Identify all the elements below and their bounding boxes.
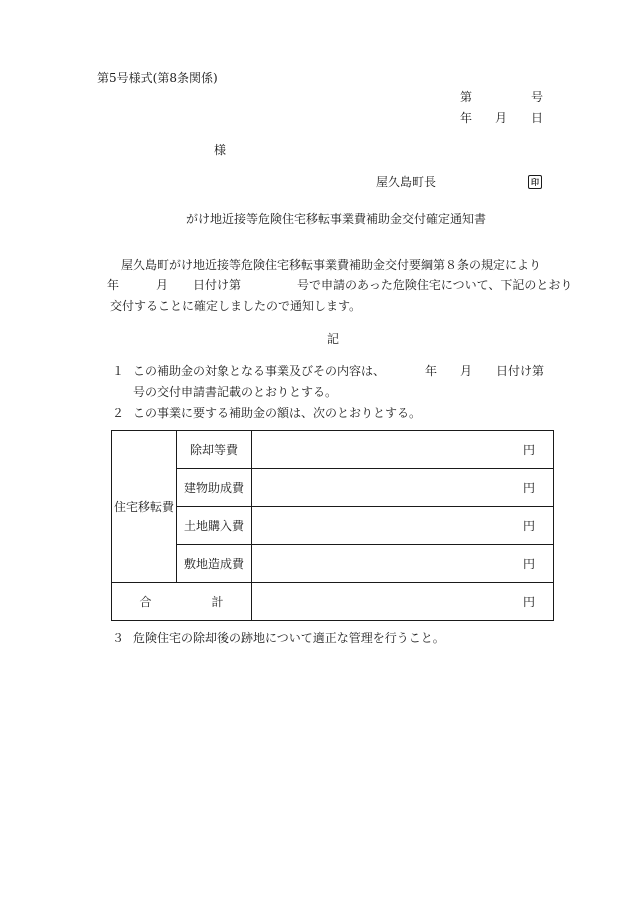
table-row <box>112 507 554 545</box>
form-number: 第5号様式(第8条関係) <box>97 71 218 85</box>
table-row <box>112 431 554 469</box>
item-2-text: この事業に要する補助金の額は、次のとおりとする。 <box>133 406 422 420</box>
body-line-1: 屋久島町がけ地近接等危険住宅移転事業費補助金交付要綱第８条の規定により <box>121 258 542 272</box>
item-1-year: 年 <box>425 364 438 378</box>
body-line-2-month: 月 <box>156 278 169 292</box>
item-1-text-line2: 号の交付申請書記載のとおりとする。 <box>133 385 338 399</box>
item-2-number: ２ <box>112 406 125 420</box>
row-label: 建物助成費 <box>177 469 252 507</box>
seal-mark <box>528 175 542 189</box>
body-line-3: 交付することに確定しましたので通知します。 <box>110 299 362 313</box>
doc-number-go: 号 <box>531 90 544 104</box>
table-row <box>112 469 554 507</box>
row-label: 敷地造成費 <box>177 545 252 583</box>
category-cell: 住宅移転費 <box>112 431 177 583</box>
item-1-month: 月 <box>460 364 473 378</box>
body-line-2-date-no: 日付け第 <box>193 278 242 292</box>
total-row <box>112 583 554 621</box>
recipient-suffix: 様 <box>214 143 227 157</box>
doc-number-dai: 第 <box>460 90 473 104</box>
date-year: 年 <box>460 111 473 125</box>
subsidy-amount-table <box>111 430 554 621</box>
item-1-date-no: 日付け第 <box>496 364 545 378</box>
total-label-right: 計 <box>211 594 224 609</box>
body-line-2-rest: 号で申請のあった危険住宅について、下記のとおり <box>297 278 573 292</box>
amount-cell[interactable]: 円 <box>252 507 554 545</box>
date-day: 日 <box>531 111 544 125</box>
document-title: がけ地近接等危険住宅移転事業費補助金交付確定通知書 <box>186 212 487 226</box>
row-label: 除却等費 <box>177 431 252 469</box>
total-label-left: 合 <box>139 594 152 609</box>
amount-cell[interactable]: 円 <box>252 469 554 507</box>
item-3-text: 危険住宅の除却後の跡地について適正な管理を行うこと。 <box>133 631 445 645</box>
issuer-name: 屋久島町長 <box>376 175 437 189</box>
item-3-number: ３ <box>112 631 125 645</box>
amount-cell[interactable]: 円 <box>252 545 554 583</box>
date-month: 月 <box>495 111 508 125</box>
body-line-2-year: 年 <box>107 278 120 292</box>
total-label <box>112 583 252 621</box>
item-1-text: この補助金の対象となる事業及びその内容は、 <box>133 364 386 378</box>
seal-text: 印 <box>528 175 542 189</box>
amount-cell[interactable]: 円 <box>252 431 554 469</box>
table-row <box>112 545 554 583</box>
item-1-number: １ <box>112 364 125 378</box>
row-label: 土地購入費 <box>177 507 252 545</box>
total-amount-cell[interactable]: 円 <box>252 583 554 621</box>
ki-heading: 記 <box>327 332 340 346</box>
